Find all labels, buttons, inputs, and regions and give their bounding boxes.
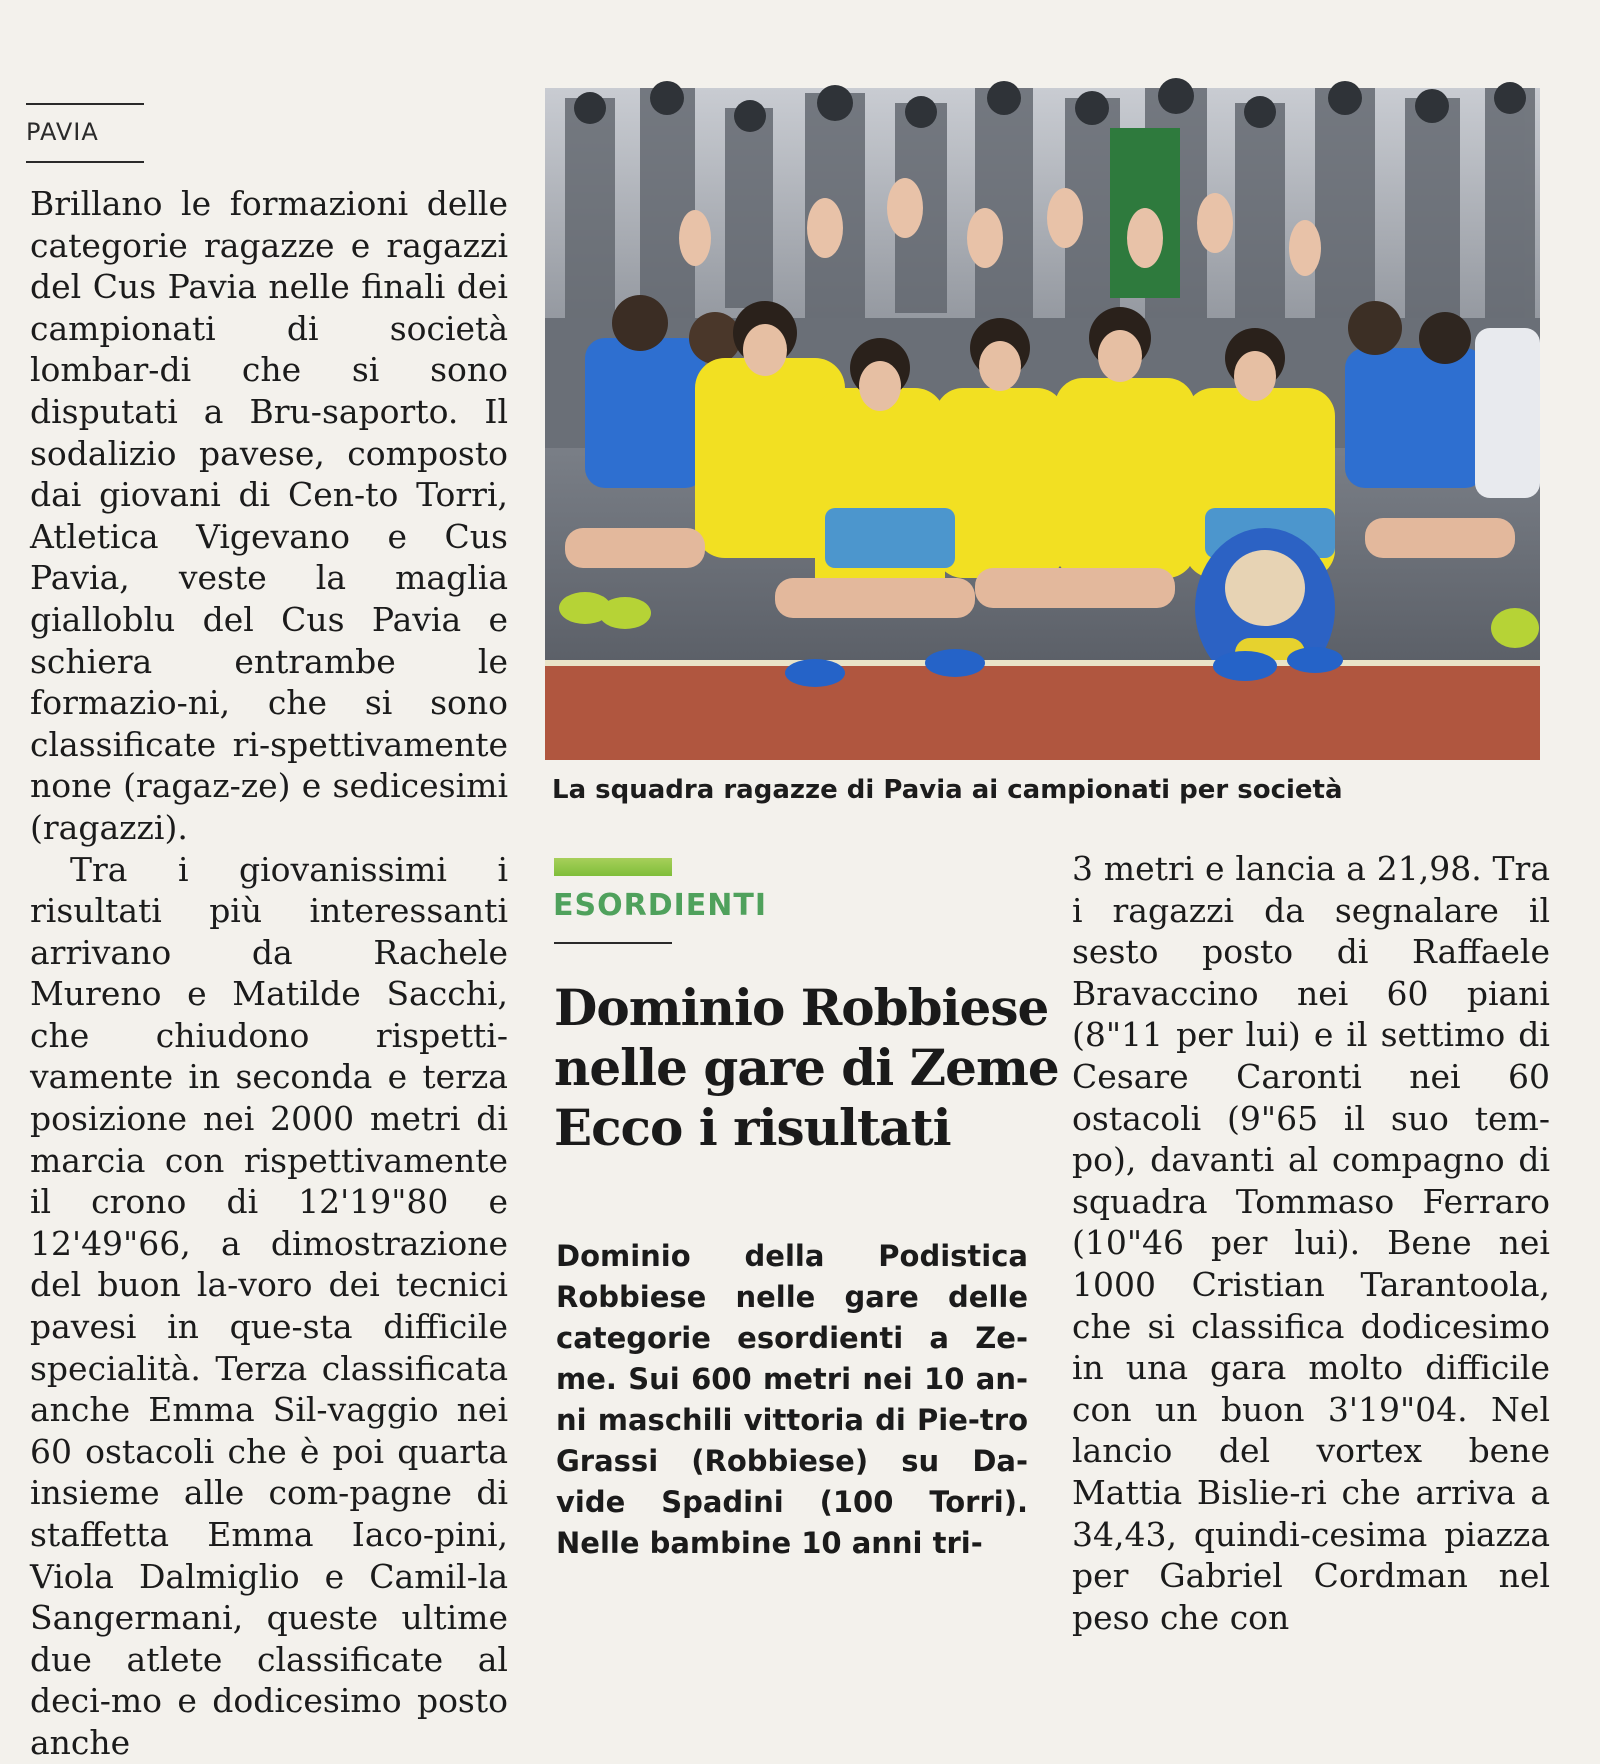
paragraph: Tra i giovanissimi i risultati più interessanti arrivano da Rachele Mureno e Matilde Sacchi, che chiudono rispetti-vamente in seconda e terza posizione nei 2000 metri di marcia con rispettivamente il crono di 12'19"80 e 12'49"66, a dimostrazione del buon la-voro dei tecnici pavesi in que-sta difficile specialità. Terza classificata anche Emma Sil-vaggio nei 60 ostacoli che è poi quarta insieme alle com-pagne di staffetta Emma Iaco-pini, Viola Dalmiglio e Camil-la Sangermani, queste ultime due atlete classificate al deci-mo e dodicesimo posto anche xyxy=(30,849,508,1762)
headline-line: nelle gare di Zeme xyxy=(554,1038,1059,1097)
team-photo xyxy=(545,88,1540,760)
headline-line: Ecco i risultati xyxy=(554,1098,951,1157)
article-lead xyxy=(556,1236,1028,1600)
kicker-label: ESORDIENTI xyxy=(553,888,767,923)
article-headline xyxy=(554,978,1059,1158)
photo-caption: La squadra ragazze di Pavia ai campionati per società xyxy=(552,775,1343,805)
section-rule-bottom xyxy=(26,161,144,163)
kicker-rule xyxy=(554,942,672,944)
right-column-text xyxy=(1072,848,1550,1637)
section-label: PAVIA xyxy=(26,118,99,146)
headline-line: Dominio Robbiese xyxy=(554,978,1049,1037)
lead-paragraph: Dominio della Podistica Robbiese nelle gare delle categorie esordienti a Ze-me. Sui 600 metri nei 10 an-ni maschili vittoria di Pie-tro Grassi (Robbiese) su Da-vide Spadini (100 Torri). Nelle bambine 10 anni tri- xyxy=(556,1239,1028,1560)
paragraph: Brillano le formazioni delle categorie ragazze e ragazzi del Cus Pavia nelle finali dei campionati di società lombar-di che si sono disputati a Bru-saporto. Il sodalizio pavese, composto dai giovani di Cen-to Torri, Atletica Vigevano e Cus Pavia, veste la maglia gialloblu del Cus Pavia e schiera entrambe le formazio-ni, che si sono classificate ri-spettivamente none (ragaz-ze) e sedicesimi (ragazzi). xyxy=(30,184,508,847)
left-column-text xyxy=(30,183,508,1762)
paragraph: 3 metri e lancia a 21,98. Tra i ragazzi da segnalare il sesto posto di Raffaele Bravaccino nei 60 piani (8"11 per lui) e il settimo di Cesare Caronti nei 60 ostacoli (9"65 il suo tem-po), davanti al compagno di squadra Tommaso Ferraro (10"46 per lui). Bene nei 1000 Cristian Tarantoola, che si classifica dodicesimo in una gara molto difficile con un buon 3'19"04. Nel lancio del vortex bene Mattia Bislie-ri che arriva a 34,43, quindi-cesima piazza per Gabriel Cordman nel peso che con xyxy=(1072,849,1550,1637)
kicker-bar xyxy=(554,858,672,876)
section-rule-top xyxy=(26,103,144,105)
